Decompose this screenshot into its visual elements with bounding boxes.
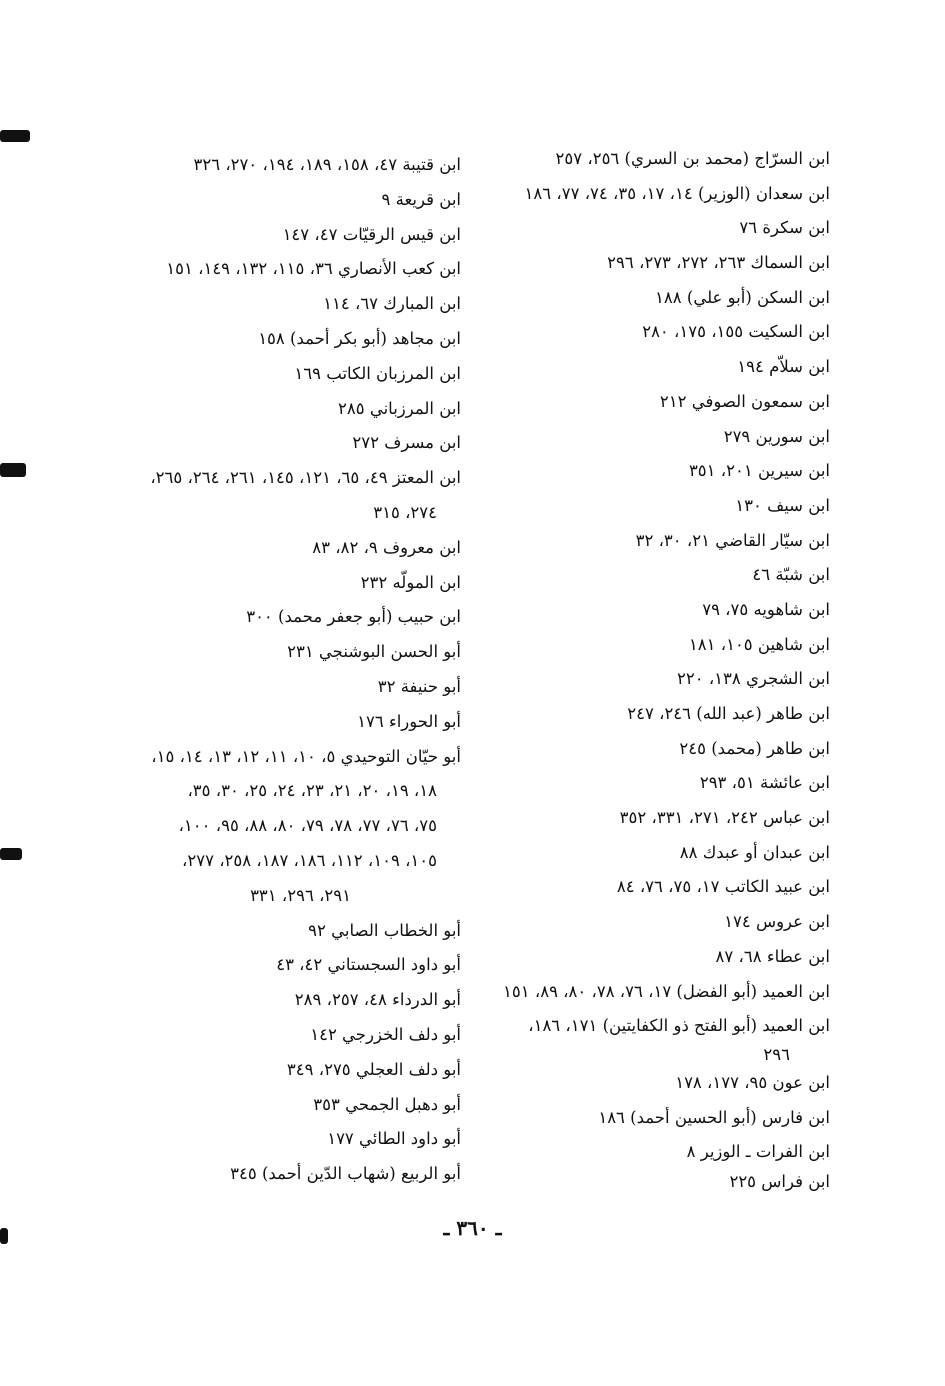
index-entry: ابن عائشة ٥١، ٢٩٣	[699, 773, 830, 793]
index-entry: ابن السرّاج (محمد بن السري) ٢٥٦، ٢٥٧	[555, 149, 830, 168]
index-entry: ابن سكرة ٧٦	[739, 218, 830, 238]
index-entry: أبو دهبل الجمحي ٣٥٣	[313, 1094, 461, 1114]
index-entry: ابن عطاء ٦٨، ٨٧	[715, 946, 830, 966]
index-column-right	[500, 142, 830, 1194]
index-entry: ابن سورين ٢٧٩	[723, 426, 830, 446]
index-entry: ابن المبارك ٦٧، ١١٤	[323, 294, 461, 314]
index-entry: ابن عبيد الكاتب ١٧، ٧٥، ٧٦، ٨٤	[616, 877, 830, 897]
index-entry: ابن معروف ٩، ٨٢، ٨٣	[312, 537, 461, 557]
index-entry: ابن السكن (أبو علي) ١٨٨	[655, 287, 830, 307]
index-entry: أبو دلف العجلي ٢٧٥، ٣٤٩	[286, 1059, 461, 1079]
index-entry: ابن عروس ١٧٤	[724, 912, 830, 932]
index-entry: ابن شبّة ٤٦	[752, 565, 830, 585]
index-entry-continuation: ٢٩٦	[763, 1044, 790, 1064]
index-entry: أبو حيّان التوحيدي ٥، ١٠، ١١، ١٢، ١٣، ١٤، ١٥،	[151, 746, 461, 766]
index-entry: ابن السماك ٢٦٣، ٢٧٢، ٢٧٣، ٢٩٦	[607, 253, 830, 273]
index-column-left	[116, 148, 461, 1192]
index-entry: أبو حنيفة ٣٢	[377, 676, 461, 696]
scan-mark	[0, 463, 26, 477]
index-entry-continuation: ٧٥، ٧٦، ٧٧، ٧٨، ٧٩، ٨٠، ٨٨، ٩٥، ١٠٠،	[178, 816, 437, 836]
index-entry: ابن سلاّم ١٩٤	[737, 357, 830, 377]
index-entry: أبو الحوراء ١٧٦	[357, 711, 461, 731]
index-entry: ابن عبدان أو عبدك ٨٨	[679, 842, 830, 862]
index-entry: ابن شاهين ١٠٥، ١٨١	[688, 634, 830, 654]
index-entry: ابن طاهر (عبد الله) ٢٤٦، ٢٤٧	[627, 704, 830, 723]
index-entry: ابن المعتز ٤٩، ٦٥، ١٢١، ١٤٥، ٢٦١، ٢٦٤، ٢٦٥،	[150, 468, 461, 488]
index-entry: ابن سمعون الصوفي ٢١٢	[659, 391, 830, 411]
index-entry: أبو الخطاب الصابي ٩٢	[308, 920, 461, 940]
index-entry: ابن سيف ١٣٠	[735, 495, 830, 515]
index-entry: ابن سيّار القاضي ٢١، ٣٠، ٣٢	[635, 530, 830, 550]
index-entry: ابن قريعة ٩	[381, 189, 461, 209]
index-entry: ابن حبيب (أبو جعفر محمد) ٣٠٠	[246, 607, 461, 627]
index-entry: ابن مسرف ٢٧٢	[352, 433, 461, 453]
index-entry: ابن المرزبان الكاتب ١٦٩	[294, 363, 461, 383]
index-entry: ابن كعب الأنصاري ٣٦، ١١٥، ١٣٢، ١٤٩، ١٥١	[166, 259, 461, 279]
index-entry: ابن العميد (أبو الفتح ذو الكفايتين) ١٧١، ١٨٦،	[528, 1016, 830, 1036]
index-entry: ابن المرزباني ٢٨٥	[337, 398, 461, 418]
index-entry: أبو الدرداء ٤٨، ٢٥٧، ٢٨٩	[294, 990, 461, 1010]
index-entry: ابن عون ٩٥، ١٧٧، ١٧٨	[675, 1072, 830, 1092]
index-entry: ابن الفرات ـ الوزير ٨	[686, 1142, 830, 1162]
index-entry: ابن الشجري ١٣٨، ٢٢٠	[677, 669, 830, 689]
index-entry: ابن سيرين ٢٠١، ٣٥١	[688, 461, 830, 481]
index-entry: ابن فارس (أبو الحسين أحمد) ١٨٦	[598, 1107, 830, 1127]
index-entry: ابن قيس الرقيّات ٤٧، ١٤٧	[282, 224, 461, 244]
index-entry: أبو الحسن البوشنجي ٢٣١	[287, 642, 461, 662]
scan-mark	[0, 848, 22, 860]
index-entry: أبو دلف الخزرجي ١٤٢	[310, 1024, 461, 1044]
index-entry: ابن مجاهد (أبو بكر أحمد) ١٥٨	[258, 328, 461, 348]
index-entry: أبو الربيع (شهاب الدّين أحمد) ٣٤٥	[230, 1164, 461, 1184]
index-entry: ابن شاهويه ٧٥، ٧٩	[702, 599, 830, 619]
index-entry: ابن عباس ٢٤٢، ٢٧١، ٣٣١، ٣٥٢	[619, 808, 830, 828]
index-entry: ابن العميد (أبو الفضل) ١٧، ٧٦، ٧٨، ٨٠، ٨٩، ١٥١	[503, 981, 830, 1001]
index-entry: ابن قتيبة ٤٧، ١٥٨، ١٨٩، ١٩٤، ٢٧٠، ٣٢٦	[193, 155, 461, 174]
index-entry: أبو داود الطائي ١٧٧	[327, 1129, 461, 1149]
index-entry: ابن طاهر (محمد) ٢٤٥	[679, 738, 830, 758]
index-entry: ابن سعدان (الوزير) ١٤، ١٧، ٣٥، ٧٤، ٧٧، ١٨٦	[524, 183, 830, 203]
index-entry-continuation: ٢٩١، ٢٩٦، ٣٣١	[250, 885, 351, 905]
index-entry-continuation: ١٠٥، ١٠٩، ١١٢، ١٨٦، ١٨٧، ٢٥٨، ٢٧٧،	[182, 850, 437, 870]
index-entry: ابن السكيت ١٥٥، ١٧٥، ٢٨٠	[642, 322, 830, 342]
index-entry-continuation: ٢٧٤، ٣١٥	[373, 502, 437, 522]
index-entry: أبو داود السجستاني ٤٢، ٤٣	[276, 955, 461, 975]
page-number: ـ ٣٦٠ ـ	[443, 1216, 502, 1240]
index-entry-continuation: ١٨، ١٩، ٢٠، ٢١، ٢٣، ٢٤، ٢٥، ٣٠، ٣٥،	[187, 781, 437, 801]
index-entry: ابن المولّه ٢٣٢	[360, 572, 461, 592]
index-entry: ابن فراس ٢٢٥	[729, 1171, 830, 1191]
scan-mark	[0, 130, 30, 142]
